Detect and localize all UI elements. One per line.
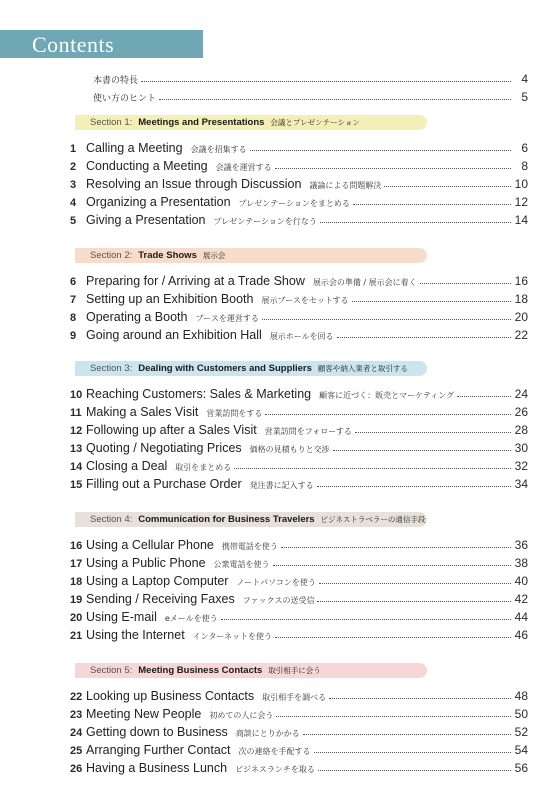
section-label: Section 5: [90, 665, 133, 676]
page-number: 12 [514, 195, 528, 209]
page-number: 10 [514, 177, 528, 191]
entry-number: 8 [70, 312, 77, 324]
section-header [75, 115, 427, 130]
toc-entry[interactable] [0, 437, 528, 455]
page-number: 50 [514, 707, 528, 721]
entry-title: Looking up Business Contacts [86, 689, 255, 703]
section-label: Section 2: [90, 250, 133, 261]
toc-entry[interactable] [0, 588, 528, 606]
dot-leader [314, 752, 511, 753]
page-number: 42 [514, 592, 528, 606]
dot-leader [317, 601, 511, 602]
toc-entry[interactable] [0, 306, 528, 324]
page-number: 44 [514, 610, 528, 624]
entry-number: 11 [70, 407, 82, 419]
entry-title-jp: 次の連絡を手配する [238, 747, 311, 756]
toc-entry[interactable] [0, 606, 528, 624]
entry-title: Conducting a Meeting [86, 159, 208, 173]
entry-title: Meeting New People [86, 707, 202, 721]
toc-entry[interactable] [0, 324, 528, 342]
entry-title-jp: 会議を運営する [215, 163, 272, 172]
dot-leader [420, 283, 511, 284]
page-number: 48 [514, 689, 528, 703]
dot-leader [303, 734, 511, 735]
dot-leader [275, 637, 511, 638]
section-title: Communication for Business Travelers [138, 514, 315, 525]
entry-number: 1 [70, 143, 77, 155]
toc-entry[interactable] [0, 270, 528, 288]
entry-number: 5 [70, 215, 77, 227]
entry-title: Quoting / Negotiating Prices [86, 441, 242, 455]
section-header [75, 361, 427, 376]
entry-title: Sending / Receiving Faxes [86, 592, 235, 606]
dot-leader [333, 450, 511, 451]
toc-entry[interactable] [0, 570, 528, 588]
entry-title-jp: プレゼンテーションをまとめる [238, 199, 350, 208]
dot-leader [281, 547, 511, 548]
entry-number: 13 [70, 443, 83, 455]
entry-title: Reaching Customers: Sales & Marketing [86, 387, 312, 401]
entry-title-jp: ファックスの送受信 [242, 596, 315, 605]
section-title: Meeting Business Contacts [138, 665, 263, 676]
page-number: 28 [514, 423, 528, 437]
section-title-jp: 取引相手に会う [268, 666, 321, 675]
entry-number: 7 [70, 294, 77, 306]
dot-leader [141, 81, 511, 82]
entry-number: 14 [70, 461, 83, 473]
page-title: Contents [32, 32, 115, 57]
toc-entry[interactable] [0, 173, 528, 191]
entry-title: Going around an Exhibition Hall [86, 328, 262, 342]
dot-leader [159, 99, 511, 100]
entry-number: 12 [70, 425, 83, 437]
toc-entry[interactable] [0, 155, 528, 173]
page-number: 8 [521, 159, 528, 173]
section-title-jp: 顧客や納入業者と取引する [317, 364, 408, 373]
entry-title: Calling a Meeting [86, 141, 183, 155]
entry-number: 10 [70, 389, 83, 401]
page-number: 52 [514, 725, 528, 739]
section-title: Trade Shows [138, 250, 197, 261]
page-number: 26 [514, 405, 528, 419]
entry-title: Following up after a Sales Visit [86, 423, 257, 437]
entry-number: 25 [70, 745, 83, 757]
dot-leader [265, 414, 511, 415]
entry-title: Giving a Presentation [86, 213, 206, 227]
toc-entry[interactable] [0, 552, 528, 570]
page-number: 54 [514, 743, 528, 757]
section-header [75, 248, 427, 263]
entry-title: Preparing for / Arriving at a Trade Show [86, 274, 305, 288]
intro-label: 本書の特長 [93, 76, 139, 86]
toc-entry[interactable] [0, 137, 528, 155]
entry-title-jp: ノートパソコンを使う [236, 578, 316, 587]
section-title-jp: 会議とプレゼンテーション [270, 118, 360, 127]
section-label: Section 4: [90, 514, 133, 525]
intro-row[interactable] [0, 88, 528, 104]
entry-number: 20 [70, 612, 83, 624]
entry-title: Using a Cellular Phone [86, 538, 214, 552]
entry-title-jp: プレゼンテーションを行なう [213, 217, 317, 226]
section-title: Dealing with Customers and Suppliers [138, 363, 312, 374]
entry-title: Using E-mail [86, 610, 157, 624]
page-number: 38 [514, 556, 528, 570]
entry-title-jp: eメールを使う [164, 614, 218, 623]
toc-entry[interactable] [0, 757, 528, 775]
page-number: 22 [514, 328, 528, 342]
entry-title-jp: 展示ホールを回る [269, 332, 334, 341]
entry-title: Operating a Booth [86, 310, 188, 324]
entry-number: 9 [70, 330, 77, 342]
entry-title-jp: 議論による問題解決 [309, 181, 382, 190]
entry-number: 22 [70, 691, 83, 703]
entry-number: 24 [70, 727, 83, 739]
page-number: 14 [514, 213, 528, 227]
toc-entry[interactable] [0, 624, 528, 642]
entry-title-jp: 展示会の準備 / 展示会に着く [312, 278, 417, 287]
dot-leader [320, 222, 511, 223]
section-title: Meetings and Presentations [138, 117, 265, 128]
intro-row[interactable] [0, 70, 528, 86]
section-label: Section 3: [90, 363, 133, 374]
entry-title-jp: 商談にとりかかる [235, 729, 300, 738]
entry-title-jp: 価格の見積もりと交渉 [249, 445, 330, 454]
entry-title-jp: 営業訪問をする [206, 409, 263, 418]
dot-leader [329, 698, 511, 699]
dot-leader [457, 396, 511, 397]
entry-title: Using a Laptop Computer [86, 574, 229, 588]
entry-title-jp: 顧客に近づく：販売とマーケティング [319, 391, 455, 400]
toc-entry[interactable] [0, 401, 528, 419]
dot-leader [276, 716, 511, 717]
dot-leader [352, 301, 511, 302]
entry-title: Organizing a Presentation [86, 195, 231, 209]
entry-title: Filling out a Purchase Order [86, 477, 242, 491]
entry-number: 26 [70, 763, 83, 775]
entry-title-jp: 発注書に記入する [249, 481, 314, 490]
entry-number: 23 [70, 709, 83, 721]
entry-title: Getting down to Business [86, 725, 228, 739]
dot-leader [337, 337, 511, 338]
page-number: 16 [514, 274, 528, 288]
page-number: 30 [514, 441, 528, 455]
entry-title-jp: ビジネスランチを取る [235, 765, 315, 774]
entry-number: 2 [70, 161, 77, 173]
page-number: 46 [514, 628, 528, 642]
section-header [75, 512, 427, 527]
entry-title: Closing a Deal [86, 459, 168, 473]
entry-title: Making a Sales Visit [86, 405, 199, 419]
dot-leader [250, 150, 511, 151]
entry-title-jp: 営業訪問をフォローする [264, 427, 352, 436]
toc-entry[interactable] [0, 191, 528, 209]
page-number: 34 [514, 477, 528, 491]
entry-title: Having a Business Lunch [86, 761, 228, 775]
page-number: 36 [514, 538, 528, 552]
entry-number: 19 [70, 594, 83, 606]
toc-entry[interactable] [0, 685, 528, 703]
entry-title-jp: 取引相手を調べる [262, 693, 327, 702]
entry-title-jp: 展示ブースをセットする [261, 296, 349, 305]
entry-title-jp: 会議を招集する [190, 145, 247, 154]
entry-number: 6 [70, 276, 77, 288]
entry-number: 17 [70, 558, 83, 570]
section-title-jp: 展示会 [202, 251, 226, 260]
toc-entry[interactable] [0, 721, 528, 739]
toc-entry[interactable] [0, 383, 528, 401]
entry-title-jp: 公衆電話を使う [213, 560, 270, 569]
entry-title-jp: 取引をまとめる [175, 463, 232, 472]
page-number: 24 [514, 387, 528, 401]
dot-leader [318, 770, 511, 771]
page-number: 5 [521, 90, 528, 104]
page-number: 40 [514, 574, 528, 588]
entry-title-jp: インターネットを使う [192, 632, 272, 641]
entry-title: Arranging Further Contact [86, 743, 231, 757]
page-number: 20 [514, 310, 528, 324]
toc-entry[interactable] [0, 419, 528, 437]
page-number: 6 [521, 141, 528, 155]
toc-entry[interactable] [0, 209, 528, 227]
toc-entry[interactable] [0, 473, 528, 491]
section-title-jp: ビジネストラベラーの通信手段 [320, 515, 426, 524]
entry-title: Using a Public Phone [86, 556, 206, 570]
entry-title: Using the Internet [86, 628, 185, 642]
page-number: 32 [514, 459, 528, 473]
toc-entry[interactable] [0, 455, 528, 473]
dot-leader [353, 204, 511, 205]
section-label: Section 1: [90, 117, 133, 128]
toc-entry[interactable] [0, 703, 528, 721]
entry-title-jp: ブースを運営する [195, 314, 259, 323]
toc-entry[interactable] [0, 534, 528, 552]
entry-number: 3 [70, 179, 77, 191]
entry-number: 4 [70, 197, 77, 209]
toc-entry[interactable] [0, 739, 528, 757]
dot-leader [319, 583, 511, 584]
dot-leader [234, 468, 511, 469]
page-number: 4 [521, 72, 528, 86]
entry-title-jp: 初めての人に会う [209, 711, 274, 720]
dot-leader [355, 432, 511, 433]
dot-leader [384, 186, 511, 187]
dot-leader [262, 319, 511, 320]
dot-leader [221, 619, 511, 620]
intro-label: 使い方のヒント [93, 94, 157, 104]
entry-number: 21 [70, 630, 83, 642]
entry-title-jp: 携帯電話を使う [221, 542, 278, 551]
entry-title: Resolving an Issue through Discussion [86, 177, 302, 191]
entry-title: Setting up an Exhibition Booth [86, 292, 254, 306]
toc-entry[interactable] [0, 288, 528, 306]
dot-leader [317, 486, 511, 487]
section-header [75, 663, 427, 678]
dot-leader [273, 565, 511, 566]
entry-number: 16 [70, 540, 83, 552]
dot-leader [275, 168, 511, 169]
entry-number: 15 [70, 479, 83, 491]
page-number: 56 [514, 761, 528, 775]
entry-number: 18 [70, 576, 83, 588]
page-number: 18 [514, 292, 528, 306]
